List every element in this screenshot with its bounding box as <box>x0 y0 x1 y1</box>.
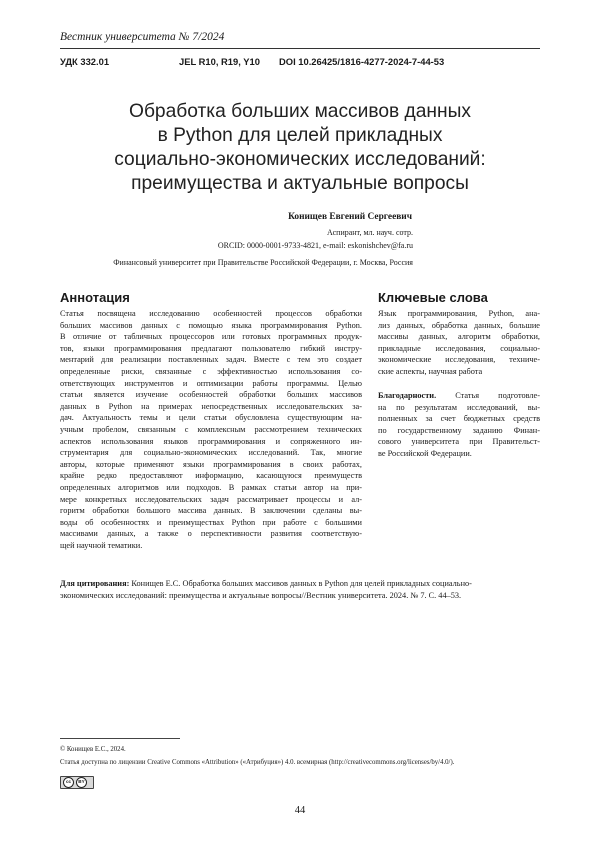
keywords-line: прикладные исследования, социально- <box>378 343 540 353</box>
abstract-line: дач. Актуальность темы и цели статьи обусловлена существующим на- <box>60 413 362 423</box>
author-affiliation: Финансовый университет при Правительстве Российской Федерации, г. Москва, Россия <box>113 258 413 267</box>
keywords-line: массивы данных, алгоритм обработки, <box>378 332 540 342</box>
abstract-line: В отличие от табличных процессоров или готовых программных продук- <box>60 332 362 342</box>
footnote-rule <box>60 738 180 739</box>
keywords-body <box>378 308 540 378</box>
citation-block <box>60 578 540 602</box>
abstract-line: горитм обработки большого массива данных. В заключении сделаны вы- <box>60 506 362 516</box>
header-rule <box>60 48 540 49</box>
license-note: Статья доступна по лицензии Creative Commons «Attribution» («Атрибуция») 4.0. всемирная (http://creativecommons.org/licenses/by/4.0/). <box>60 759 455 766</box>
acknowledgements <box>378 390 540 460</box>
keywords-line: ские аспекты, научная работа <box>378 366 483 376</box>
keywords-line: Язык программирования, Python, ана- <box>378 309 540 318</box>
title-line: преимущества и актуальные вопросы <box>131 173 469 194</box>
keywords-line: лиз данных, обработка данных, большие <box>378 320 540 330</box>
abstract-body <box>60 308 362 551</box>
abstract-line: ответствующих инструментов и оптимизации работы программы. Целью <box>60 378 362 388</box>
abstract-line: авторы, которые применяют языки программирования в своих работах, <box>60 459 362 469</box>
abstract-line: больших массивов данных с помощью языка программирования Python. <box>60 320 362 330</box>
abstract-line: тов, языки программирования предлагают пользователю гибкий инстру- <box>60 343 362 353</box>
acknowledgements-line: по государственному заданию Финан- <box>378 425 540 435</box>
abstract-line: определенных алгоритмов или подходов. В рамках статьи автор на при- <box>60 482 362 492</box>
abstract-line: струментария для социально-экономических исследований. Так, многие <box>60 448 362 458</box>
article-title <box>60 100 540 196</box>
abstract-line: мере конкретных исследовательских задач рассматривает процессы и ал- <box>60 494 362 504</box>
acknowledgements-text: Статья подготовле- <box>436 391 540 400</box>
doi-code: DOI 10.26425/1816-4277-2024-7-44-53 <box>279 56 445 67</box>
acknowledgements-line: на по результатам исследований, вы- <box>378 402 540 412</box>
copyright-note: © Конищев Е.С., 2024. <box>60 746 126 753</box>
acknowledgements-label: Благодарности. <box>378 391 437 400</box>
acknowledgements-line: сового университета при Правительст- <box>378 437 540 447</box>
author-position: Аспирант, мл. науч. сотр. <box>327 228 413 237</box>
keywords-heading: Ключевые слова <box>378 290 488 305</box>
cc-glyph: cc <box>63 777 74 788</box>
abstract-line: воды об особенностях и преимуществах Python при работе с большими <box>60 517 362 527</box>
citation-label: Для цитирования: <box>60 579 130 588</box>
page-number: 44 <box>294 805 306 816</box>
abstract-line: щей научной тематики. <box>60 540 143 550</box>
udc-code: УДК 332.01 <box>60 56 110 67</box>
abstract-line: данных в Python на примерах непосредственных исследовательских за- <box>60 401 362 411</box>
acknowledgements-line: ве Российской Федерации. <box>378 448 472 458</box>
title-line: Обработка больших массивов данных <box>129 101 471 122</box>
title-line: в Python для целей прикладных <box>157 125 443 146</box>
abstract-heading: Аннотация <box>60 290 130 305</box>
citation-text: Конищев Е.С. Обработка больших массивов данных в Python для целей прикладных социально- <box>129 579 472 588</box>
abstract-line: статьи является изучение особенностей обработки больших массивов <box>60 390 362 400</box>
author-contacts: ORCID: 0000-0001-9733-4821, e-mail: eskonishchev@fa.ru <box>217 241 413 250</box>
abstract-line: учным пробелом, связанным с комплексным рассмотрением технических <box>60 424 362 434</box>
creative-commons-by-icon <box>60 776 94 789</box>
acknowledgements-line: полненных за счет бюджетных средств <box>378 414 540 424</box>
citation-line: экономических исследований: преимущества и актуальные вопросы//Вестник университета. 2024. № 7. С. 44–53. <box>60 590 462 600</box>
abstract-line: ментарий для реализации поставленных задач. Вместе с тем это создает <box>60 355 362 365</box>
citation-line <box>60 578 540 590</box>
running-head: Вестник университета № 7/2024 <box>60 31 225 43</box>
abstract-line: массивами данных, а также о перспективности развития соответствую- <box>60 529 362 539</box>
acknowledgements-line <box>378 390 540 402</box>
abstract-line: определенные риски, связанные с эффективностью использования со- <box>60 366 362 376</box>
title-line: социально-экономических исследований: <box>114 149 486 170</box>
keywords-line: экономические исследования, техниче- <box>378 355 540 365</box>
abstract-line: крайне редко предоставляют информацию, касающуюся преимуществ <box>60 471 362 481</box>
jel-code: JEL R10, R19, Y10 <box>179 56 260 67</box>
abstract-line: Статья посвящена исследованию особенностей процессов обработки <box>60 309 362 318</box>
author-name: Конищев Евгений Сергеевич <box>288 212 412 222</box>
by-glyph: BY <box>76 777 87 788</box>
abstract-line: аспектов использования языков программирования и сопряженного ин- <box>60 436 362 446</box>
